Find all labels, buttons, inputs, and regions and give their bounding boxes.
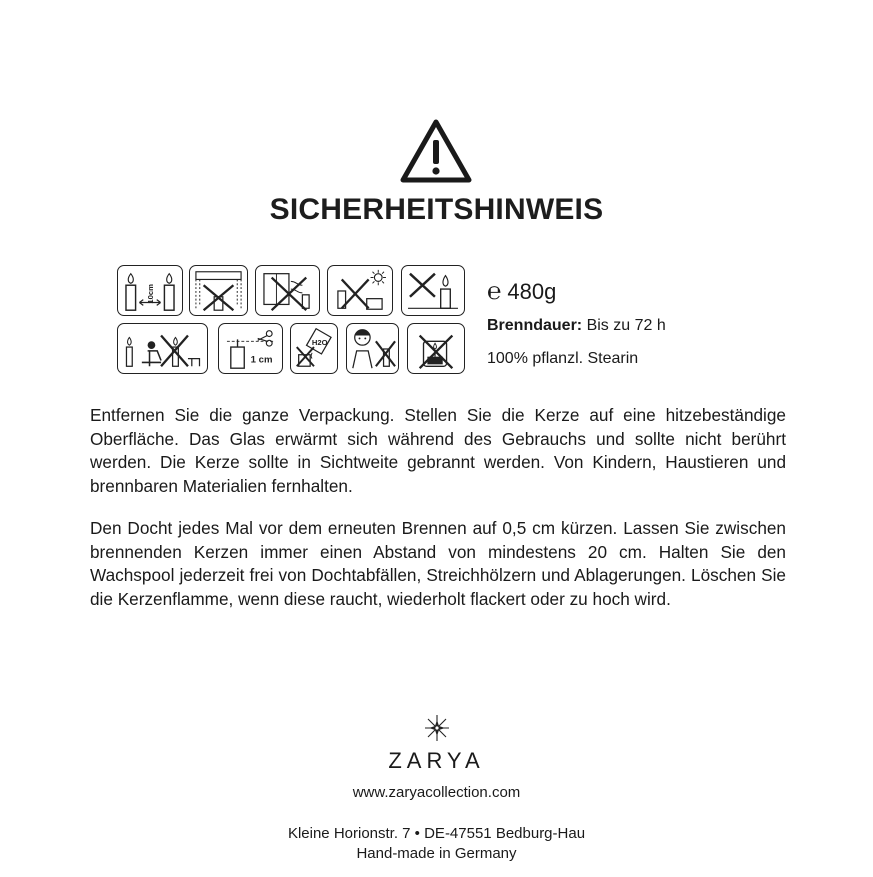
burn-time-value: Bis zu 72 h — [586, 317, 666, 334]
page-title: SICHERHEITSHINWEIS — [269, 193, 604, 226]
water-label: H2O — [311, 338, 328, 348]
website-link[interactable]: www.zaryacollection.com — [352, 784, 521, 801]
keep-from-children-icon — [346, 323, 399, 374]
made-in-line: Hand-made in Germany — [356, 845, 517, 862]
star-burst-icon — [424, 714, 450, 742]
weight-row — [487, 276, 787, 306]
brand-name: ZARYA — [388, 748, 485, 773]
burn-time-label: Brenndauer: — [487, 317, 583, 334]
no-draft-window-icon — [255, 265, 320, 316]
weight-value: 480g — [507, 279, 557, 304]
no-water-icon — [290, 323, 338, 374]
estimated-sign-icon: ℮ — [487, 277, 502, 305]
product-specs — [487, 276, 787, 369]
burn-time-row — [487, 316, 787, 336]
material-info: 100% pflanzl. Stearin — [487, 350, 639, 367]
address-line: Kleine Horionstr. 7 • DE-47551 Bedburg-Hau — [287, 825, 586, 842]
never-leave-unattended-icon — [117, 323, 208, 374]
no-heat-source-icon — [327, 265, 393, 316]
trim-wick-icon — [218, 323, 283, 374]
warning-triangle-icon — [400, 118, 472, 184]
safety-paragraph-1: Entfernen Sie die ganze Verpackung. Stellen Sie die Kerze auf eine hitzebeständige Oberfläche. Das Glas erwärmt sich während des Gebrauchs und sollte nicht berührt werden. Die Kerze sollte in Sichtweite gebrannt werden. Von Kindern, Haustieren und brennbaren Materialien fernhalten. — [90, 405, 786, 496]
safety-paragraph-2: Den Docht jedes Mal vor dem erneuten Brennen auf 0,5 cm kürzen. Lassen Sie zwischen brennenden Kerzen immer einen Abstand von mindestens 20 cm. Halten Sie den Wachspool jederzeit frei von Dochtabfällen, Streichhölzern und Ablagerungen. Löschen Sie die Kerzenflamme, wenn diese raucht, wiederholt flackert oder zu hoch wird. — [90, 518, 786, 609]
no-burning-to-end-icon — [407, 323, 465, 374]
safety-pictograms — [117, 265, 467, 377]
distance-label: 10cm — [145, 284, 155, 304]
no-flammable-surface-icon — [401, 265, 465, 316]
candle-distance-icon — [117, 265, 183, 316]
company-address — [0, 824, 873, 864]
trim-length-label: 1 cm — [250, 354, 273, 366]
no-curtains-icon — [189, 265, 248, 316]
